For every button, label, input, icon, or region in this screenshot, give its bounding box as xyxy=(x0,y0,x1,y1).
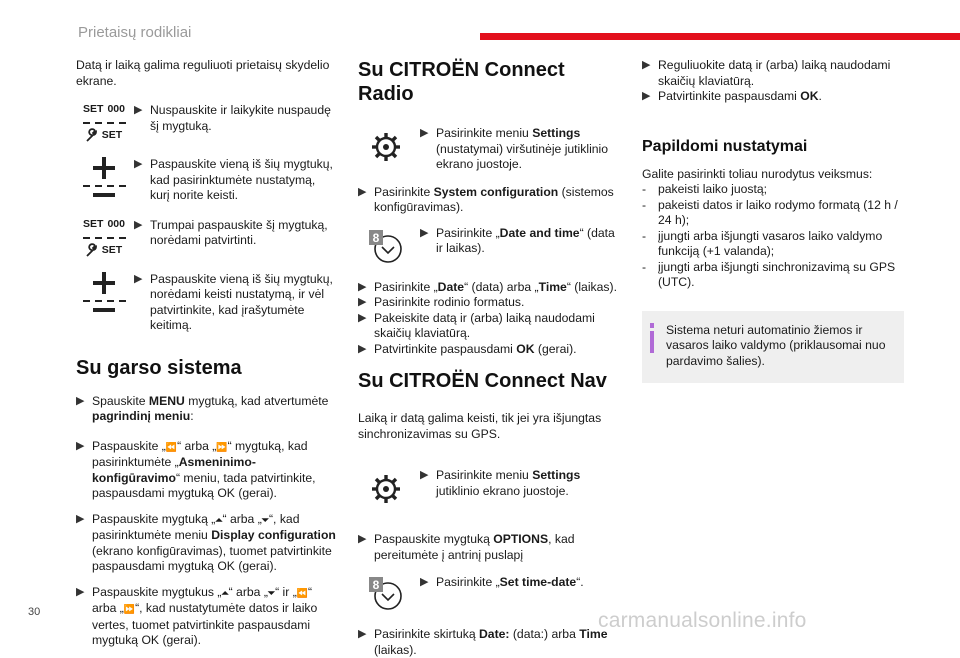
plus-minus-icon xyxy=(76,157,132,197)
bullet-icon: ▶ xyxy=(358,533,367,545)
intro-text: Datą ir laiką galima reguliuoti prietaisų skydelio ekrane. xyxy=(76,58,330,88)
svg-text:8: 8 xyxy=(372,578,380,592)
step-text: Nuspauskite ir laikykite nuspaudę šį mygtuką. xyxy=(150,103,331,133)
rewind-icon: ⏪ xyxy=(165,441,178,452)
set-digits: 000 xyxy=(107,217,125,230)
settings-gear-icon xyxy=(371,474,401,504)
bullet-icon: ▶ xyxy=(76,439,85,452)
column-right xyxy=(642,56,904,383)
bullet-icon: ▶ xyxy=(420,127,429,139)
info-note-text: Sistema neturi automatinio žiemos ir vasaros laiko valdymo (priklausomai nuo pardavimo šalies). xyxy=(666,322,886,368)
radio-step-1: ▶ Pasirinkite meniu Settings (nustatymai) viršutinėje jutiklinio ekrano juostoje. xyxy=(358,126,620,173)
bullet-icon: ▶ xyxy=(642,59,651,71)
set-digits: 000 xyxy=(107,103,125,116)
audio-step-1: ▶ Spauskite MENU mygtuką, kad atvertumėte pagrindinį meniu: xyxy=(76,393,329,423)
nav-intro-text: Laiką ir datą galima keisti, tik jei yra išjungtas sinchronizavimas su GPS. xyxy=(358,411,602,441)
bullet-icon: ▶ xyxy=(134,272,143,285)
header-accent-bar xyxy=(480,33,960,40)
nav-step-2: ▶ Paspauskite mygtuką OPTIONS, kad pereitumėte į antrinį puslapį xyxy=(358,532,575,562)
down-icon: ⏷ xyxy=(267,587,276,598)
bullet-icon: ▶ xyxy=(134,218,143,231)
svg-text:8: 8 xyxy=(372,230,380,245)
nav-step-4: ▶ Pasirinkite skirtuką Date: (data:) arba Time (laikas). xyxy=(358,627,608,657)
list-item: - įjungti arba išjungti sinchronizavimą su GPS (UTC). xyxy=(642,259,896,289)
bullet-icon: ▶ xyxy=(358,185,367,198)
wrench-icon xyxy=(86,245,98,257)
forward-icon: ⏩ xyxy=(123,604,136,614)
page-number: 30 xyxy=(28,606,41,618)
set-label: SET xyxy=(101,129,123,142)
rewind-icon: ⏪ xyxy=(296,587,308,598)
dial-8-icon xyxy=(369,230,403,264)
column-middle xyxy=(358,56,620,658)
bullet-icon: ▶ xyxy=(358,311,367,324)
wrench-icon xyxy=(86,130,98,142)
bullet-icon: ▶ xyxy=(358,628,367,640)
set-label: SET xyxy=(83,217,104,230)
bullet-icon: ▶ xyxy=(420,226,429,239)
section-title-connect-nav: Su CITROËN Connect Nav xyxy=(358,370,607,392)
step-confirm xyxy=(76,218,338,258)
bullet-icon: ▶ xyxy=(76,585,85,598)
set-label: SET xyxy=(101,243,123,256)
header-title: Prietaisų rodikliai xyxy=(78,24,192,41)
bullet-icon: ▶ xyxy=(642,90,651,102)
info-note-box xyxy=(642,311,904,384)
step-text: Paspauskite vieną iš šių mygtukų, kad pasirinktumėte nustatymą, kurį norite keisti. xyxy=(150,157,333,202)
bullet-icon: ▶ xyxy=(134,158,143,170)
nav-step-6: ▶ Patvirtinkite paspausdami OK. xyxy=(642,89,822,103)
nav-step-1: ▶ Pasirinkite meniu Settings jutiklinio ekrano juostoje. xyxy=(358,468,620,504)
step-change-value xyxy=(76,272,338,334)
radio-step-7: ▶ Patvirtinkite paspausdami OK (gerai). xyxy=(358,341,577,356)
bullet-icon: ▶ xyxy=(358,296,367,308)
dashes-icon xyxy=(83,185,126,187)
column-left xyxy=(76,56,338,649)
bullet-icon: ▶ xyxy=(420,469,429,481)
set-button-icon xyxy=(76,218,132,258)
dashes-icon xyxy=(83,300,126,302)
up-icon: ⏶ xyxy=(215,514,223,525)
list-item: - įjungti arba išjungti vasaros laiko valdymo funkciją (+1 valanda); xyxy=(642,228,883,258)
up-icon: ⏶ xyxy=(221,587,229,598)
dashes-icon xyxy=(83,237,126,239)
radio-step-2: ▶ Pasirinkite System configuration (sistemos konfigūravimas). xyxy=(358,184,614,214)
radio-step-3: 8 ▶ Pasirinkite „Date and time“ (data ir laikas). xyxy=(358,226,620,264)
radio-step-6: ▶ Pakeiskite datą ir (arba) laiką naudodami skaičių klaviatūrą. xyxy=(358,310,595,340)
minus-icon xyxy=(93,193,115,197)
bullet-icon: ▶ xyxy=(76,394,85,407)
list-item: - pakeisti laiko juostą; xyxy=(642,182,768,196)
settings-gear-icon xyxy=(371,132,401,162)
step-set-hold xyxy=(76,103,338,143)
nav-step-3: 8 ▶ Pasirinkite „Set time-date“. xyxy=(358,575,620,611)
additional-list xyxy=(642,182,904,291)
bullet-icon: ▶ xyxy=(358,342,367,355)
forward-icon: ⏩ xyxy=(216,441,228,452)
step-text: Trumpai paspauskite šį mygtuką, norėdami patvirtinti. xyxy=(150,217,328,247)
set-button-icon xyxy=(76,103,132,143)
audio-step-2: ▶ Paspauskite „⏪“ arba „⏩“ mygtuką, kad pasirinktumėte „Asmeninimo-konfigūravimo“ meniu, tada patvirtinkite, paspausdami mygtuką OK (gerai). xyxy=(76,438,316,500)
info-icon xyxy=(650,323,654,355)
audio-step-3: ▶ Paspauskite mygtuką „⏶“ arba „⏷“, kad pasirinktumėte meniu Display configuration (ekrano konfigūravimas), tuomet patvirtinkite paspausdami mygtuką OK (gerai). xyxy=(76,511,336,573)
step-select-setting xyxy=(76,157,338,204)
step-text: Paspauskite vieną iš šių mygtukų, norėdami keisti nustatymą, ir vėl patvirtinkite, kad įrašytumėte keitimą. xyxy=(150,271,333,332)
bullet-icon: ▶ xyxy=(420,576,429,588)
audio-step-4: ▶ Paspauskite mygtukus „⏶“ arba „⏷“ ir „⏪“ arba „⏩“, kad nustatytumėte datos ir laiko vertes, tuomet patvirtinkite paspausdami mygtuką OK (gerai). xyxy=(76,584,318,647)
section-title-additional-settings: Papildomi nustatymai xyxy=(642,137,808,155)
section-title-audio: Su garso sistema xyxy=(76,356,242,379)
plus-icon xyxy=(93,272,115,294)
nav-step-5: ▶ Reguliuokite datą ir (arba) laiką naudodami skaičių klaviatūrą. xyxy=(642,58,891,88)
radio-step-4: ▶ Pasirinkite „Date“ (data) arba „Time“ (laikas). xyxy=(358,279,617,294)
bullet-icon: ▶ xyxy=(76,512,85,525)
plus-minus-icon xyxy=(76,272,132,312)
radio-step-5: ▶ Pasirinkite rodinio formatus. xyxy=(358,295,525,309)
bullet-icon: ▶ xyxy=(134,104,143,116)
bullet-icon: ▶ xyxy=(358,280,367,293)
list-item: - pakeisti datos ir laiko rodymo formatą (12 h / 24 h); xyxy=(642,197,898,227)
dial-8-icon xyxy=(369,577,403,611)
minus-icon xyxy=(93,308,115,312)
set-label: SET xyxy=(83,103,104,116)
down-icon: ⏷ xyxy=(261,514,269,525)
additional-intro: Galite pasirinkti toliau nurodytus veiksmus: xyxy=(642,166,873,181)
dashes-icon xyxy=(83,122,126,124)
section-title-connect-radio: Su CITROËN Connect Radio xyxy=(358,59,565,105)
plus-icon xyxy=(93,157,115,179)
watermark: carmanualsonline.info xyxy=(598,609,807,632)
